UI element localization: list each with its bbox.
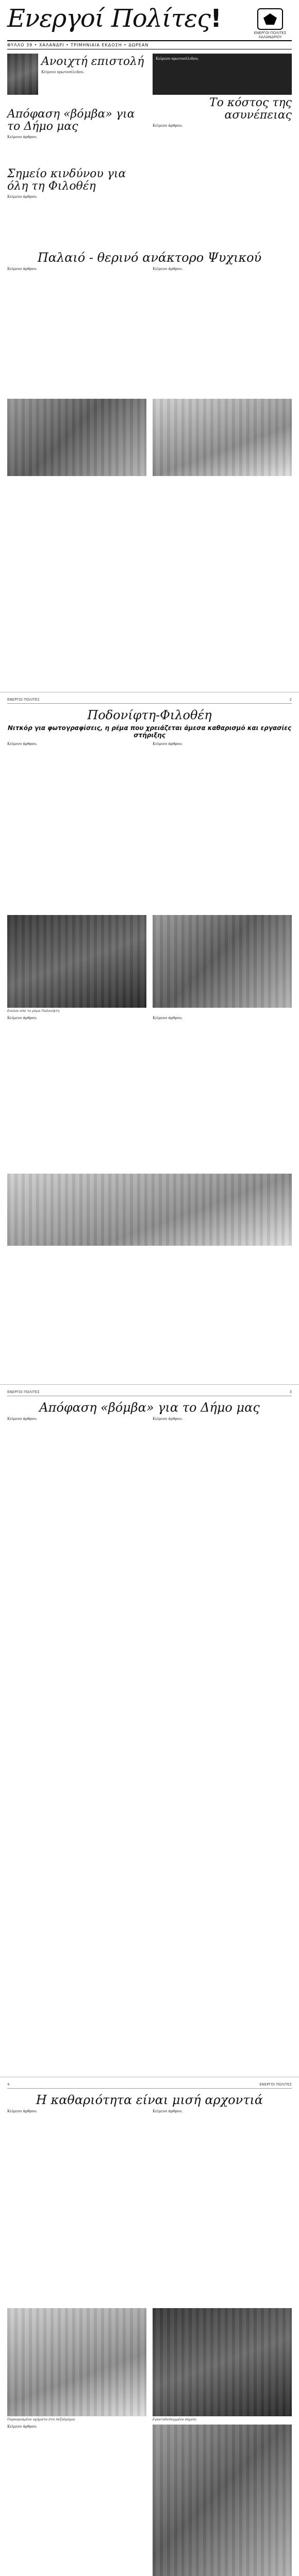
logo-icon [257,8,283,30]
parked-cars-caption: Παρκαρισμένα οχήματα στο πεζοδρόμιο [7,2417,75,2421]
front-top-columns [7,54,292,247]
bomb-text-right-p3: Κείμενο άρθρου. [153,1417,183,1421]
page-3 [0,1385,299,2077]
bomb-text-left-p3: Κείμενο άρθρου. [7,1417,38,1421]
bomb-title-p3: Απόφαση «βόμβα» για το Δήμο μας [39,1400,260,1415]
tree-caption: Εγκαταλελειμμένο σημείο [153,2417,196,2421]
page-2 [0,692,299,1385]
open-letter-title: Ανοιχτή επιστολή [41,55,144,68]
podonifti-text-left-2: Κείμενο άρθρου. [7,1016,38,1020]
danger-text: Κείμενο άρθρου. [7,195,38,199]
page-4-label: ΕΝΕΡΓΟΙ ΠΟΛΙΤΕΣ [259,2082,292,2087]
logo-caption: ΕΝΕΡΓΟΙ ΠΟΛΙΤΕΣ ΧΑΛΑΝΔΡΙΟΥ [254,31,287,39]
masthead-exclamation: ! [210,4,222,33]
podonifti-text-right: Κείμενο άρθρου. [153,742,183,746]
psychiko-text-right: Κείμενο άρθρου. [153,267,183,271]
cleanliness-columns-2 [7,2425,292,2576]
podonifti-title: Ποδονίφτη-Φιλοθέη [87,708,212,722]
page-2-number: 2 [289,698,292,702]
podonifti-text-right-2: Κείμενο άρθρου. [153,1016,183,1020]
cost-text: Κείμενο άρθρου. [153,124,183,128]
podonifti-subtitle: Νιτκόρ για φωτογραφίσεις, η ρέμα που χρειάζεται άμεσα καθαρισμό και εργασίες στήριξης [7,724,291,739]
stream-photo-left [7,915,146,1008]
page-4 [0,2077,299,2576]
page-3-header [7,1390,292,1396]
author-photo [7,54,38,95]
palace-photo-right [153,399,292,476]
psychiko-photos [7,399,292,476]
bomb-title: Απόφαση «βόμβα» για το Δήμο μας [7,108,135,133]
issue-line: ΦΥΛΛΟ 39 • ΧΑΛΑΝΔΡΙ • ΤΡΙΜΗΝΙΑΙΑ ΕΚΔΟΣΗ • ΔΩΡΕΑΝ [7,41,292,49]
podonifti-photos [7,915,292,1008]
tree-photo [153,2308,292,2416]
stream-photo-right [153,915,292,1008]
masthead-logo [248,5,292,39]
masthead [7,5,292,41]
page-3-label: ΕΝΕΡΓΟΙ ΠΟΛΙΤΕΣ [7,1390,40,1394]
podonifti-caption: Εικόνα από το ρέμα Ποδονίφτη [7,1009,60,1013]
bomb-columns-p3 [7,1417,292,2025]
stream-wide-photo [7,1174,292,1246]
cleanliness-text-right: Κείμενο άρθρου. [153,2109,183,2113]
psychiko-columns [7,267,292,396]
front-page [0,0,299,692]
cost-column [153,54,292,247]
palace-photo-left [7,399,146,476]
page-3-number: 3 [289,1390,292,1394]
bomb-text: Κείμενο άρθρου. [7,135,38,139]
page-2-label: ΕΝΕΡΓΟΙ ΠΟΛΙΤΕΣ [7,698,40,702]
parked-cars-photo [7,2308,146,2416]
page-4-number: 4 [7,2082,10,2087]
psychiko-text-left: Κείμενο άρθρου. [7,267,38,271]
danger-title: Σημείο κινδύνου για όλη τη Φιλοθέη [7,167,126,193]
masthead-title: Ενεργοί Πολίτες [7,4,211,33]
highlight-box: Κείμενο πρωτοσέλιδου. [153,54,292,95]
open-letter-column [7,54,146,247]
cleanliness-photos [7,2308,292,2425]
cleanliness-columns [7,2109,292,2305]
podonifti-columns [7,742,292,912]
cleanliness-text-left-2: Κείμενο άρθρου. [7,2425,38,2429]
page-2-header [7,698,292,704]
waste-photo [153,2425,292,2576]
cleanliness-text-left: Κείμενο άρθρου. [7,2109,38,2113]
page-4-header [7,2082,292,2089]
psychiko-title: Παλαιό - θερινό ανάκτορο Ψυχικού [37,250,262,265]
podonifti-text-left: Κείμενο άρθρου. [7,742,38,746]
cleanliness-title: Η καθαριότητα είναι μισή αρχοντιά [36,2093,263,2107]
cost-title: Το κόστος της ασυνέπειας [209,96,292,122]
open-letter-text: Κείμενο πρωτοσέλιδου. [41,70,85,74]
podonifti-columns-2 [7,1016,292,1171]
